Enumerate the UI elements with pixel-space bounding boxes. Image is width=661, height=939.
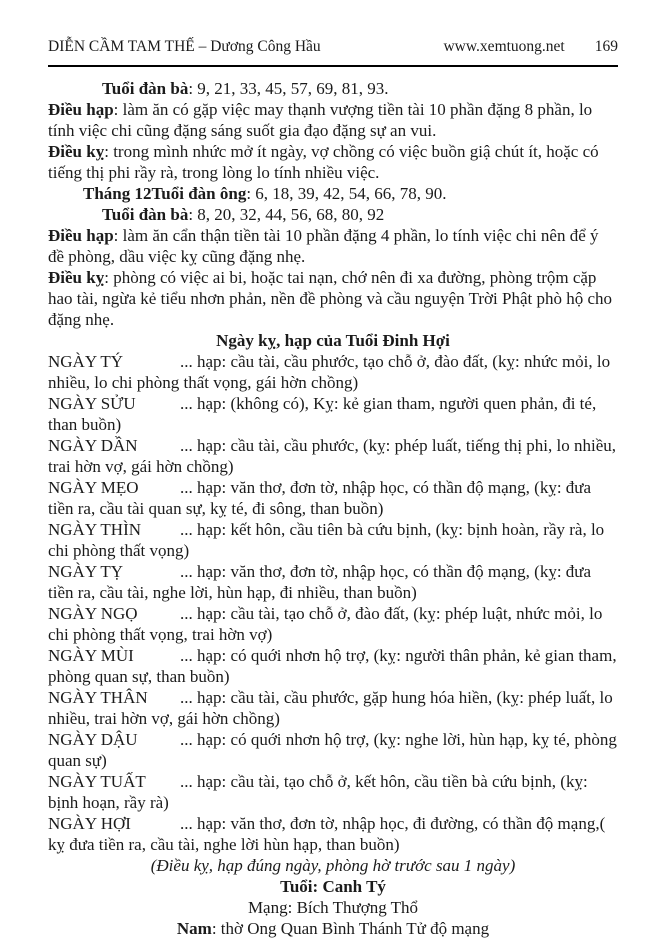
women-ages-1 [48, 78, 618, 99]
day-entry-tuat [48, 771, 618, 813]
section-title: Ngày kỵ, hạp của Tuổi Đinh Hợi [216, 331, 450, 350]
day-text: ... hạp: cầu tài, tạo chỗ ở, đào đất, (kỵ: phép luật, nhức mỏi, lo chi phòng thất vọng, trai hờn vợ) [48, 604, 603, 644]
next-age-title: Tuổi: Canh Tý [280, 877, 386, 896]
day-name: NGÀY HỢI [48, 814, 131, 833]
dieu-ky-2 [48, 267, 618, 330]
day-name: NGÀY TUẤT [48, 772, 146, 791]
day-text: ... hạp: văn thơ, đơn tờ, nhập học, đi đường, có thần độ mạng,( kỵ đưa tiền ra, cầu tài, nghe lời hùn hạp, than buồn) [48, 814, 606, 854]
dieu-ky-2-label: Điều kỵ [48, 268, 105, 287]
women-ages-2 [48, 204, 618, 225]
day-entry-dan [48, 435, 618, 477]
day-text: ... hạp: có quới nhơn hộ trợ, (kỵ: người thân phản, kẻ gian tham, phòng quan sự, than buồn) [48, 646, 617, 686]
day-text: ... hạp: văn thơ, đơn tờ, nhập học, có thần độ mạng, (kỵ: đưa tiền ra, cầu tài, nghe lời, hùn hạp, đi nhiều, than buồn) [48, 562, 592, 602]
day-name: NGÀY SỬU [48, 394, 136, 413]
header-rule [48, 65, 618, 67]
dieu-hap-1 [48, 99, 618, 141]
day-text: ... hạp: văn thơ, đơn tờ, nhập học, có thần độ mạng, (kỵ: đưa tiền ra, cầu tài quan sự, kỵ té, đi sông, than buồn) [48, 478, 592, 518]
thang-12-men [48, 183, 618, 204]
day-name: NGÀY MẸO [48, 478, 139, 497]
nam-text: : thờ Ong Quan Bình Thánh Tử độ mạng [211, 919, 490, 938]
nam-label: Nam [176, 919, 212, 938]
page-header [48, 38, 618, 56]
dieu-hap-2-text: : làm ăn cẩn thận tiền tài 10 phần đặng 4 phần, lo tính việc chi nên để ý đề phòng, dầu việc kỵ cũng đặng nhẹ. [48, 226, 599, 266]
day-entry-thin [48, 519, 618, 561]
day-text: ... hạp: cầu tài, cầu phước, tạo chỗ ở, đào đất, (kỵ: nhức mỏi, lo nhiều, lo chi phòng thất vọng, gái hờn chồng) [48, 352, 611, 392]
day-text: ... hạp: cầu tài, tạo chỗ ở, kết hôn, cầu tiền bà cứu bịnh, (kỵ: bịnh hoạn, rầy rà) [48, 772, 588, 812]
day-name: NGÀY TÝ [48, 352, 124, 371]
day-text: ... hạp: kết hôn, cầu tiên bà cứu bịnh, (kỵ: bịnh hoàn, rầy rà, lo chi phòng thất vọng) [48, 520, 605, 560]
dieu-hap-2-label: Điều hạp [48, 226, 114, 245]
day-text: ... hạp: cầu tài, cầu phước, (kỵ: phép luất, tiếng thị phi, lo nhiều, trai hờn vợ, gái hờn chồng) [48, 436, 617, 476]
day-text: ... hạp: có quới nhơn hộ trợ, (kỵ: nghe lời, hùn hạp, kỵ té, phòng quan sự) [48, 730, 617, 770]
day-entry-meo [48, 477, 618, 519]
book-title: DIỄN CẦM TAM THẾ – Dương Công Hầu [48, 38, 321, 55]
day-entry-suu [48, 393, 618, 435]
page-number: 169 [594, 38, 618, 55]
day-name: NGÀY DẬU [48, 730, 138, 749]
day-name: NGÀY TỴ [48, 562, 124, 581]
day-entry-hoi [48, 813, 618, 855]
footnote: (Điều kỵ, hạp đúng ngày, phòng hờ trước sau 1 ngày) [150, 856, 516, 875]
day-name: NGÀY MÙI [48, 646, 134, 665]
dieu-ky-1-label: Điều kỵ [48, 142, 105, 161]
women-ages-1-label: Tuổi đàn bà [102, 79, 189, 98]
day-entry-ty [48, 351, 618, 393]
mang-line: Mạng: Bích Thượng Thổ [247, 898, 419, 917]
women-ages-2-values: : 8, 20, 32, 44, 56, 68, 80, 92 [188, 205, 385, 224]
day-text: ... hạp: (không có), Kỵ: kẻ gian tham, người quen phản, đi té, than buồn) [48, 394, 597, 434]
thang-12-men-label: Tháng 12Tuổi đàn ông [83, 184, 247, 203]
day-text: ... hạp: cầu tài, cầu phước, gặp hung hóa hiền, (kỵ: phép luất, lo nhiều, trai hờn vợ, gái hờn chồng) [48, 688, 613, 728]
dieu-ky-1-text: : trong mình nhức mở ít ngày, vợ chồng có việc buồn giậ chút ít, hoặc có tiếng thị phi rầy rà, trong lòng lo tính nhiều việc. [48, 142, 599, 182]
dieu-hap-2 [48, 225, 618, 267]
day-name: NGÀY NGỌ [48, 604, 138, 623]
dieu-ky-1 [48, 141, 618, 183]
day-entry-ty2 [48, 561, 618, 603]
day-entry-than [48, 687, 618, 729]
day-entry-ngo [48, 603, 618, 645]
day-name: NGÀY DẦN [48, 436, 138, 455]
women-ages-1-values: : 9, 21, 33, 45, 57, 69, 81, 93. [188, 79, 389, 98]
day-name: NGÀY THÂN [48, 688, 148, 707]
dieu-hap-1-label: Điều hạp [48, 100, 114, 119]
women-ages-2-label: Tuổi đàn bà [102, 205, 189, 224]
day-entry-mui [48, 645, 618, 687]
dieu-ky-2-text: : phòng có việc ai bi, hoặc tai nạn, chớ nên đi xa đường, phòng trộm cặp hao tài, ngừa kẻ tiểu nhơn phản, nền đề phòng và cầu nguyện Trời Phật phò hộ cho đặng nhẹ. [48, 268, 613, 329]
day-entry-dau [48, 729, 618, 771]
dieu-hap-1-text: : làm ăn có gặp việc may thạnh vượng tiền tài 10 phần đặng 8 phần, lo tính việc chi cũng đặng sáng suốt gia đạo đặng sự an vui. [48, 100, 593, 140]
site-url: www.xemtuong.net [443, 38, 565, 55]
day-name: NGÀY THÌN [48, 520, 142, 539]
page-content [48, 78, 618, 939]
thang-12-men-values: : 6, 18, 39, 42, 54, 66, 78, 90. [246, 184, 447, 203]
